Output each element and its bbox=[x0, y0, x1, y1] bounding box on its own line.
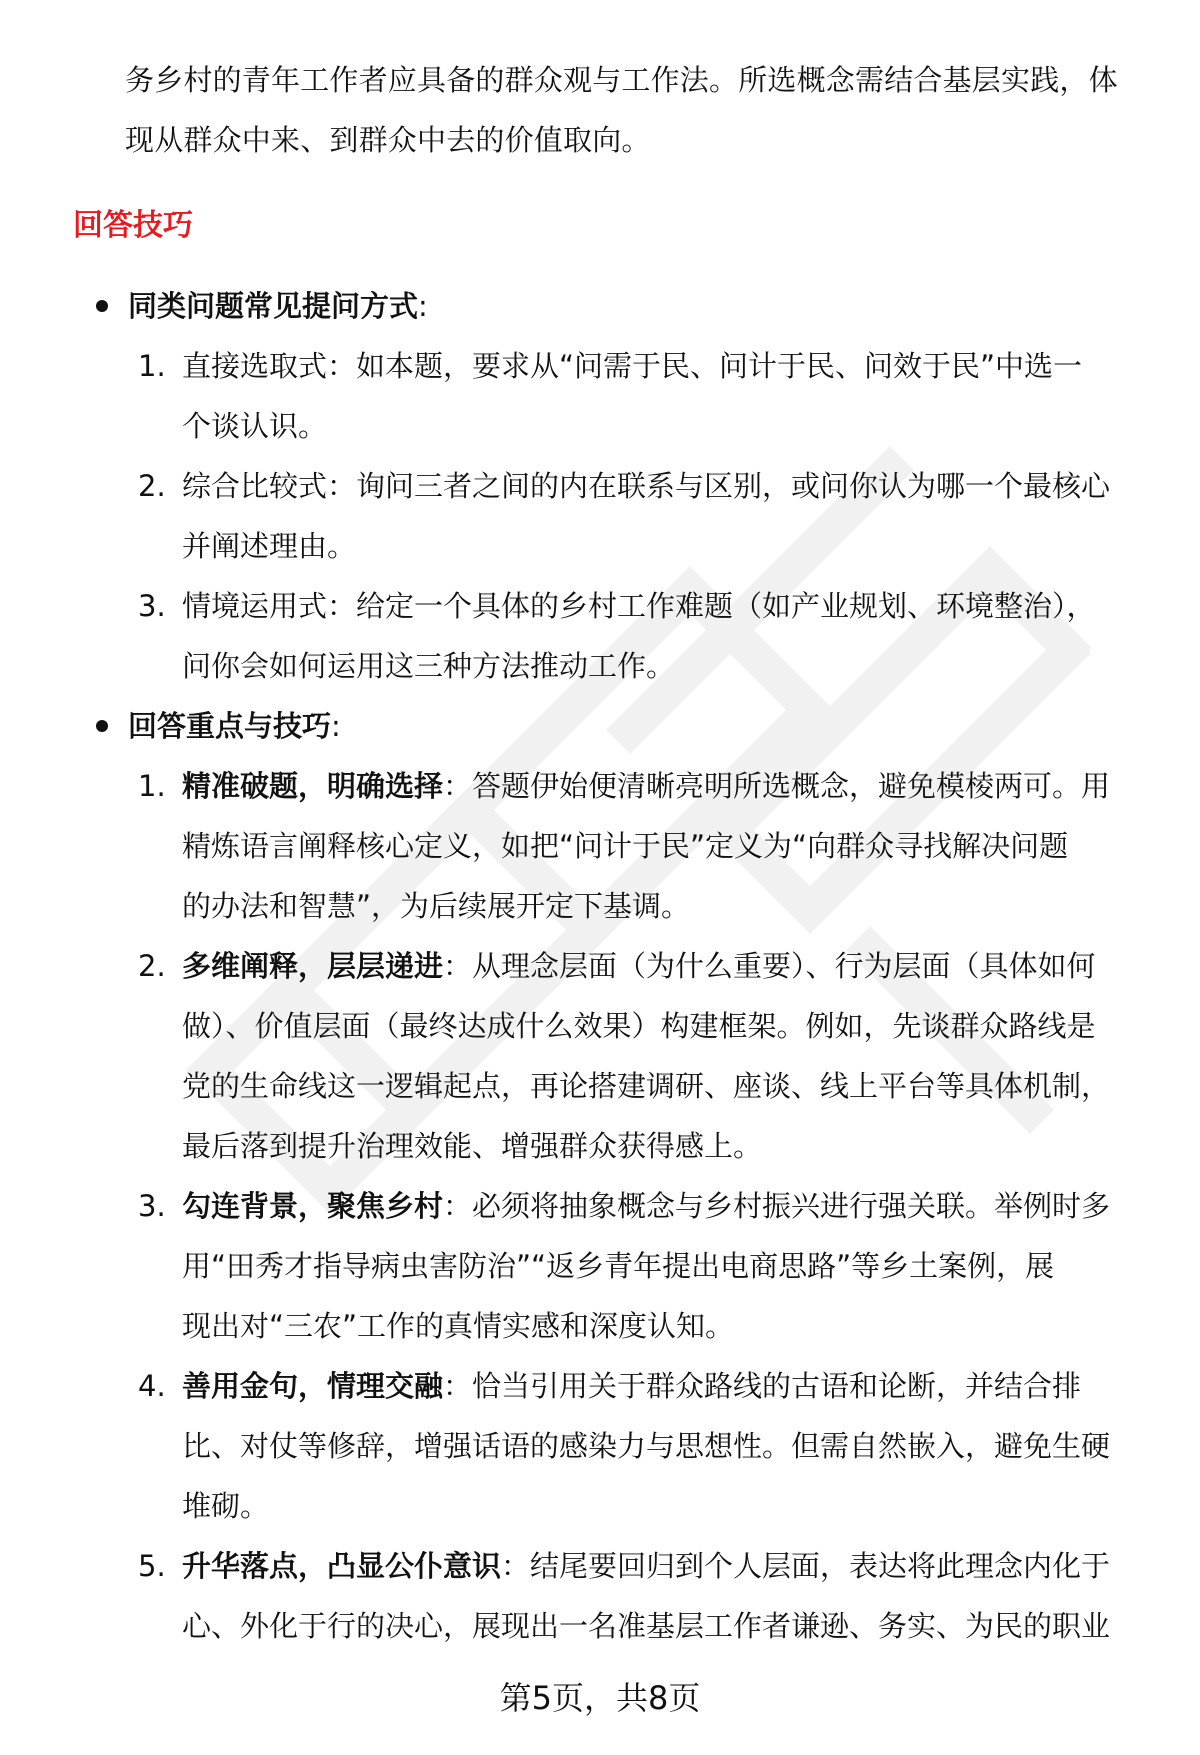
list-item-line: 党的生命线这一逻辑起点，再论搭建调研、座谈、线上平台等具体机制， bbox=[182, 1069, 1111, 1103]
intro-line-1: 务乡村的青年工作者应具备的群众观与工作法。所选概念需结合基层实践，体 bbox=[125, 63, 1118, 97]
list-item-line bbox=[182, 946, 1096, 986]
list-item-line: 最后落到提升治理效能、增强群众获得感上。 bbox=[182, 1129, 763, 1163]
item-keyword: 精准破题，明确选择 bbox=[182, 769, 444, 803]
item-colon: ： bbox=[443, 949, 473, 983]
list-item-line bbox=[182, 1366, 1081, 1406]
bullet-title: 回答重点与技巧 bbox=[128, 709, 332, 743]
item-keyword: 勾连背景，聚焦乡村 bbox=[182, 1189, 444, 1223]
list-number: 5. bbox=[138, 1549, 166, 1583]
list-item-line: 用“田秀才指导病虫害防治”“返乡青年提出电商思路”等乡土案例，展 bbox=[182, 1249, 1055, 1283]
list-item-line: 直接选取式：如本题，要求从“问需于民、问计于民、问效于民”中选一 bbox=[182, 349, 1083, 383]
page-number: 第5页，共8页 bbox=[499, 1679, 701, 1717]
bullet-dot-icon bbox=[96, 720, 108, 732]
list-item-line: 问你会如何运用这三种方法推动工作。 bbox=[182, 649, 676, 683]
list-item-line: 现出对“三农”工作的真情实感和深度认知。 bbox=[182, 1309, 735, 1343]
item-colon: ： bbox=[443, 1369, 473, 1403]
item-keyword: 升华落点，凸显公仆意识 bbox=[182, 1549, 502, 1583]
item-keyword: 多维阐释，层层递进 bbox=[182, 949, 444, 983]
list-item-line: 个谈认识。 bbox=[182, 409, 328, 443]
item-colon: ： bbox=[443, 1189, 473, 1223]
list-number: 4. bbox=[138, 1369, 166, 1403]
item-colon: ： bbox=[443, 769, 473, 803]
bullet-title: 同类问题常见提问方式 bbox=[128, 289, 419, 323]
list-number: 1. bbox=[138, 769, 166, 803]
list-item-line: 情境运用式：给定一个具体的乡村工作难题（如产业规划、环境整治）， bbox=[182, 589, 1096, 623]
list-number: 2. bbox=[138, 469, 166, 503]
list-item-line bbox=[182, 766, 1110, 806]
item-colon: ： bbox=[501, 1549, 531, 1583]
list-number: 3. bbox=[138, 1189, 166, 1223]
list-item-line bbox=[182, 1186, 1110, 1226]
bullet-colon: : bbox=[418, 289, 428, 323]
item-text: 必须将抽象概念与乡村振兴进行强关联。举例时多 bbox=[472, 1189, 1111, 1223]
item-text: 结尾要回归到个人层面，表达将此理念内化于 bbox=[530, 1549, 1111, 1583]
item-keyword: 善用金句，情理交融 bbox=[182, 1369, 444, 1403]
item-text: 答题伊始便清晰亮明所选概念，避免模棱两可。用 bbox=[472, 769, 1111, 803]
intro-line-2: 现从群众中来、到群众中去的价值取向。 bbox=[125, 123, 651, 157]
list-item-line: 并阐述理由。 bbox=[182, 529, 357, 563]
bullet-colon: : bbox=[331, 709, 341, 743]
list-item-line bbox=[182, 1546, 1110, 1586]
list-item-line: 堆砌。 bbox=[182, 1489, 270, 1523]
list-item-line: 比、对仗等修辞，增强话语的感染力与思想性。但需自然嵌入，避免生硬 bbox=[182, 1429, 1111, 1463]
list-item-line: 心、外化于行的决心，展现出一名准基层工作者谦逊、务实、为民的职业 bbox=[182, 1609, 1111, 1643]
item-text: 从理念层面（为什么重要）、行为层面（具体如何 bbox=[472, 949, 1096, 983]
list-number: 1. bbox=[138, 349, 166, 383]
item-text: 恰当引用关于群众路线的古语和论断，并结合排 bbox=[472, 1369, 1082, 1403]
bullet-dot-icon bbox=[96, 300, 108, 312]
section-heading: 回答技巧 bbox=[73, 208, 193, 243]
list-number: 2. bbox=[138, 949, 166, 983]
list-item-line: 综合比较式：询问三者之间的内在联系与区别，或问你认为哪一个最核心 bbox=[182, 469, 1111, 503]
list-item-line: 做）、价值层面（最终达成什么效果）构建框架。例如，先谈群众路线是 bbox=[182, 1009, 1096, 1043]
list-item-line: 的办法和智慧”，为后续展开定下基调。 bbox=[182, 889, 691, 923]
list-number: 3. bbox=[138, 589, 166, 623]
list-item-line: 精炼语言阐释核心定义，如把“问计于民”定义为“向群众寻找解决问题 bbox=[182, 829, 1069, 863]
